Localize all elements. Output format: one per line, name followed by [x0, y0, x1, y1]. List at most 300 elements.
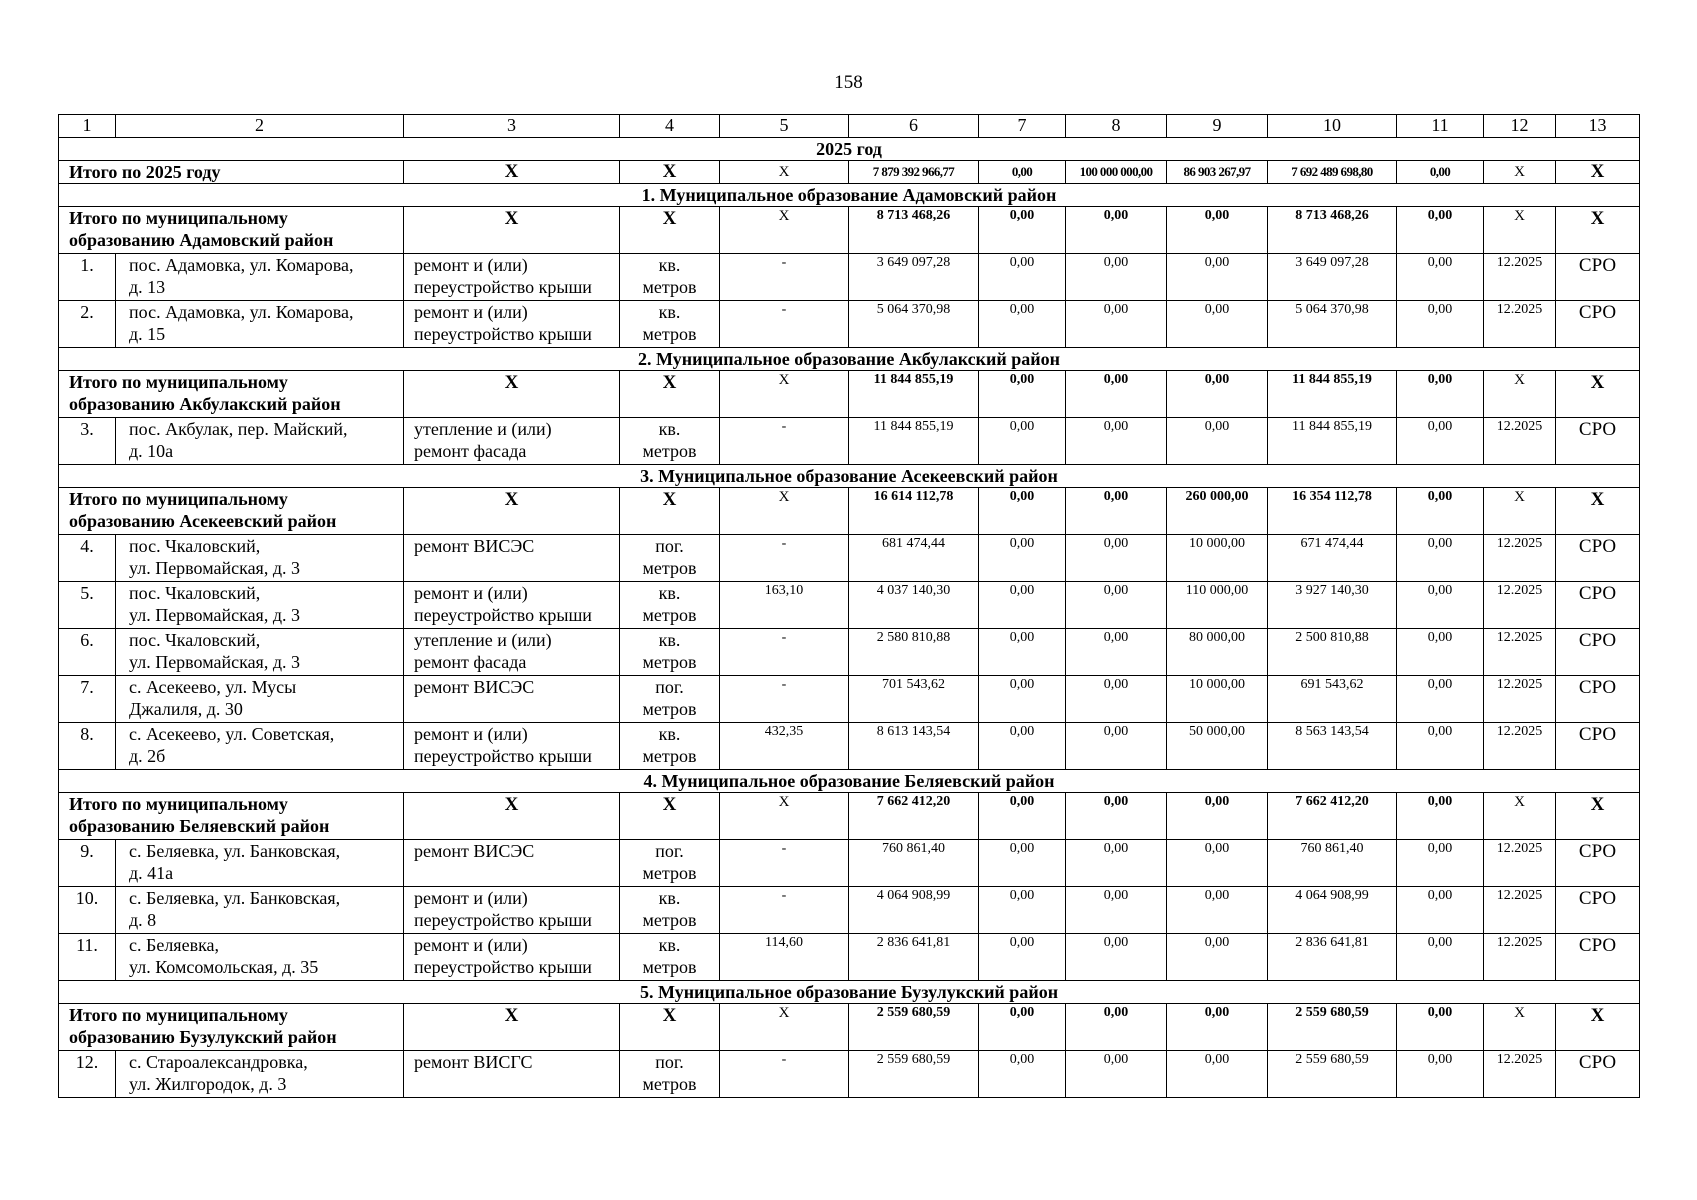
amount-cell: 2 836 641,81 [849, 934, 979, 981]
executor-cell: СРО [1556, 582, 1640, 629]
table-row [59, 1051, 1640, 1098]
amount-cell: 0,00 [1167, 1051, 1268, 1098]
work-type-line-2: переустройство крыши [414, 324, 592, 344]
amount-cell: 2 580 810,88 [849, 629, 979, 676]
total-x-cell: Х [404, 793, 620, 840]
executor-cell: СРО [1556, 629, 1640, 676]
unit-line-1: пог. [655, 677, 684, 697]
address-line-1: пос. Чкаловский, [129, 583, 261, 603]
amount-cell: 0,00 [1397, 301, 1484, 348]
total-amount-cell: 7 692 489 698,80 [1268, 161, 1397, 184]
section-total-label-line-2: образованию Адамовский район [69, 230, 334, 250]
amount-cell: 8 613 143,54 [849, 723, 979, 770]
row-number: 2. [59, 301, 116, 348]
row-number: 12. [59, 1051, 116, 1098]
unit-line-1: кв. [658, 419, 681, 439]
address-line-1: с. Асекеево, ул. Мусы [129, 677, 297, 697]
column-number: 13 [1556, 115, 1640, 138]
address-line-2: д. 15 [129, 324, 166, 344]
amount-cell: 0,00 [1066, 301, 1167, 348]
work-type-cell [404, 723, 620, 770]
total-amount-cell: 7 662 412,20 [849, 793, 979, 840]
section-total-label [59, 488, 404, 535]
total-x-cell: Х [1556, 371, 1640, 418]
table-row [59, 582, 1640, 629]
amount-cell: 0,00 [1066, 840, 1167, 887]
total-amount-cell: 0,00 [1397, 1004, 1484, 1051]
table-row [59, 934, 1640, 981]
amount-cell: 11 844 855,19 [1268, 418, 1397, 465]
address-line-1: пос. Чкаловский, [129, 536, 261, 556]
amount-cell: 0,00 [979, 1051, 1066, 1098]
unit-line-2: метров [642, 863, 697, 883]
amount-cell: 0,00 [1066, 934, 1167, 981]
work-type-line-1: ремонт ВИСГС [414, 1052, 533, 1072]
work-type-cell [404, 301, 620, 348]
address-cell [116, 723, 404, 770]
row-number: 11. [59, 934, 116, 981]
amount-cell: 0,00 [1397, 887, 1484, 934]
total-amount-cell: 0,00 [1167, 1004, 1268, 1051]
amount-cell: 0,00 [979, 301, 1066, 348]
unit-cell [620, 723, 720, 770]
section-total-label-line-2: образованию Беляевский район [69, 816, 330, 836]
work-type-line-2: ремонт фасада [414, 652, 527, 672]
amount-cell: 5 064 370,98 [1268, 301, 1397, 348]
unit-line-1: кв. [658, 583, 681, 603]
address-cell [116, 887, 404, 934]
section-title: 1. Муниципальное образование Адамовский район [59, 184, 1640, 207]
column-number: 11 [1397, 115, 1484, 138]
total-x-cell: Х [1484, 488, 1556, 535]
section-total-label-line-1: Итого по муниципальному [69, 794, 288, 814]
section-total-label [59, 371, 404, 418]
row-number: 9. [59, 840, 116, 887]
executor-cell: СРО [1556, 254, 1640, 301]
address-cell [116, 629, 404, 676]
amount-cell: 0,00 [1397, 629, 1484, 676]
deadline-cell: 12.2025 [1484, 934, 1556, 981]
deadline-cell: 12.2025 [1484, 887, 1556, 934]
work-type-cell [404, 934, 620, 981]
total-amount-cell: 2 559 680,59 [1268, 1004, 1397, 1051]
unit-line-1: кв. [658, 724, 681, 744]
address-cell [116, 676, 404, 723]
amount-cell: 0,00 [1066, 582, 1167, 629]
address-line-2: д. 41а [129, 863, 174, 883]
total-amount-cell: 16 614 112,78 [849, 488, 979, 535]
unit-cell [620, 840, 720, 887]
total-amount-cell: 0,00 [979, 161, 1066, 184]
amount-cell: 681 474,44 [849, 535, 979, 582]
amount-cell: 2 836 641,81 [1268, 934, 1397, 981]
amount-cell: 0,00 [1167, 254, 1268, 301]
work-type-cell [404, 1051, 620, 1098]
volume-cell: - [720, 676, 849, 723]
total-x-cell: Х [720, 161, 849, 184]
total-amount-cell: 0,00 [1397, 371, 1484, 418]
address-line-2: д. 2б [129, 746, 166, 766]
amount-cell: 3 649 097,28 [849, 254, 979, 301]
address-line-1: пос. Адамовка, ул. Комарова, [129, 302, 354, 322]
address-line-2: Джалиля, д. 30 [129, 699, 243, 719]
amount-cell: 5 064 370,98 [849, 301, 979, 348]
executor-cell: СРО [1556, 1051, 1640, 1098]
amount-cell: 760 861,40 [849, 840, 979, 887]
column-number: 3 [404, 115, 620, 138]
deadline-cell: 12.2025 [1484, 254, 1556, 301]
total-amount-cell: 16 354 112,78 [1268, 488, 1397, 535]
work-type-line-2: переустройство крыши [414, 910, 592, 930]
amount-cell: 701 543,62 [849, 676, 979, 723]
total-x-cell: Х [1556, 207, 1640, 254]
address-line-1: с. Беляевка, [129, 935, 220, 955]
total-x-cell: Х [720, 371, 849, 418]
unit-cell [620, 418, 720, 465]
total-x-cell: Х [404, 1004, 620, 1051]
amount-cell: 4 064 908,99 [849, 887, 979, 934]
work-type-line-1: ремонт и (или) [414, 935, 528, 955]
total-x-cell: Х [720, 1004, 849, 1051]
amount-cell: 0,00 [979, 676, 1066, 723]
total-amount-cell: 11 844 855,19 [849, 371, 979, 418]
address-cell [116, 840, 404, 887]
total-x-cell: Х [404, 207, 620, 254]
work-type-line-2: переустройство крыши [414, 957, 592, 977]
amount-cell: 11 844 855,19 [849, 418, 979, 465]
section-title: 2. Муниципальное образование Акбулакский район [59, 348, 1640, 371]
year-heading-row [59, 138, 1640, 161]
section-total-label [59, 207, 404, 254]
total-amount-cell: 7 662 412,20 [1268, 793, 1397, 840]
year-total-row [59, 161, 1640, 184]
amount-cell: 2 500 810,88 [1268, 629, 1397, 676]
section-total-label-line-2: образованию Бузулукский район [69, 1027, 337, 1047]
unit-line-2: метров [642, 699, 697, 719]
table-row [59, 887, 1640, 934]
amount-cell: 0,00 [979, 254, 1066, 301]
total-x-cell: Х [1484, 161, 1556, 184]
unit-line-1: кв. [658, 888, 681, 908]
year-heading: 2025 год [59, 138, 1640, 161]
volume-cell: 114,60 [720, 934, 849, 981]
amount-cell: 3 649 097,28 [1268, 254, 1397, 301]
column-number: 12 [1484, 115, 1556, 138]
executor-cell: СРО [1556, 934, 1640, 981]
amount-cell: 0,00 [1167, 840, 1268, 887]
volume-cell: - [720, 418, 849, 465]
unit-line-1: кв. [658, 935, 681, 955]
work-type-line-2: ремонт фасада [414, 441, 527, 461]
section-total-row [59, 371, 1640, 418]
amount-cell: 50 000,00 [1167, 723, 1268, 770]
amount-cell: 0,00 [1066, 254, 1167, 301]
unit-line-2: метров [642, 957, 697, 977]
volume-cell: 432,35 [720, 723, 849, 770]
work-type-line-1: ремонт и (или) [414, 583, 528, 603]
address-cell [116, 418, 404, 465]
unit-cell [620, 535, 720, 582]
amount-cell: 0,00 [979, 723, 1066, 770]
column-number: 2 [116, 115, 404, 138]
work-type-line-1: ремонт ВИСЭС [414, 841, 535, 861]
unit-line-2: метров [642, 441, 697, 461]
address-line-2: ул. Первомайская, д. 3 [129, 605, 300, 625]
column-number: 9 [1167, 115, 1268, 138]
amount-cell: 0,00 [1397, 840, 1484, 887]
deadline-cell: 12.2025 [1484, 723, 1556, 770]
amount-cell: 0,00 [1167, 301, 1268, 348]
column-number-row [59, 115, 1640, 138]
total-x-cell: Х [720, 793, 849, 840]
table-row [59, 840, 1640, 887]
amount-cell: 2 559 680,59 [1268, 1051, 1397, 1098]
table-body [59, 115, 1640, 1098]
unit-line-2: метров [642, 605, 697, 625]
total-x-cell: Х [1484, 793, 1556, 840]
total-x-cell: Х [1484, 371, 1556, 418]
volume-cell: - [720, 887, 849, 934]
executor-cell: СРО [1556, 301, 1640, 348]
work-type-line-1: утепление и (или) [414, 630, 552, 650]
address-line-1: с. Беляевка, ул. Банковская, [129, 841, 341, 861]
address-line-2: д. 13 [129, 277, 166, 297]
total-amount-cell: 0,00 [1397, 161, 1484, 184]
column-number: 1 [59, 115, 116, 138]
address-line-1: пос. Адамовка, ул. Комарова, [129, 255, 354, 275]
amount-cell: 10 000,00 [1167, 676, 1268, 723]
total-amount-cell: 2 559 680,59 [849, 1004, 979, 1051]
total-amount-cell: 0,00 [1167, 371, 1268, 418]
section-total-row [59, 793, 1640, 840]
address-line-1: с. Асекеево, ул. Советская, [129, 724, 335, 744]
amount-cell: 0,00 [1167, 887, 1268, 934]
amount-cell: 671 474,44 [1268, 535, 1397, 582]
address-line-2: ул. Жилгородок, д. 3 [129, 1074, 287, 1094]
table-row [59, 629, 1640, 676]
column-number: 5 [720, 115, 849, 138]
total-x-cell: Х [404, 161, 620, 184]
work-type-cell [404, 535, 620, 582]
address-cell [116, 1051, 404, 1098]
section-total-row [59, 1004, 1640, 1051]
year-total-label: Итого по 2025 году [59, 161, 404, 184]
section-total-label [59, 793, 404, 840]
amount-cell: 0,00 [1397, 723, 1484, 770]
section-total-label-line-1: Итого по муниципальному [69, 1005, 288, 1025]
amount-cell: 0,00 [979, 418, 1066, 465]
total-amount-cell: 0,00 [1066, 1004, 1167, 1051]
address-line-1: пос. Чкаловский, [129, 630, 261, 650]
page-number: 158 [834, 72, 863, 93]
unit-cell [620, 254, 720, 301]
unit-line-2: метров [642, 1074, 697, 1094]
total-x-cell: Х [1556, 793, 1640, 840]
section-heading-row [59, 981, 1640, 1004]
address-line-2: ул. Первомайская, д. 3 [129, 558, 300, 578]
table-row [59, 723, 1640, 770]
work-type-line-2: переустройство крыши [414, 746, 592, 766]
total-x-cell: Х [720, 488, 849, 535]
row-number: 10. [59, 887, 116, 934]
total-amount-cell: 8 713 468,26 [1268, 207, 1397, 254]
total-amount-cell: 86 903 267,97 [1167, 161, 1268, 184]
deadline-cell: 12.2025 [1484, 301, 1556, 348]
row-number: 5. [59, 582, 116, 629]
section-total-label-line-2: образованию Асекеевский район [69, 511, 337, 531]
amount-cell: 691 543,62 [1268, 676, 1397, 723]
work-type-cell [404, 629, 620, 676]
total-x-cell: Х [1484, 207, 1556, 254]
amount-cell: 0,00 [979, 629, 1066, 676]
amount-cell: 110 000,00 [1167, 582, 1268, 629]
amount-cell: 0,00 [1066, 535, 1167, 582]
total-amount-cell: 11 844 855,19 [1268, 371, 1397, 418]
deadline-cell: 12.2025 [1484, 676, 1556, 723]
volume-cell: - [720, 535, 849, 582]
executor-cell: СРО [1556, 840, 1640, 887]
amount-cell: 0,00 [979, 535, 1066, 582]
work-type-cell [404, 676, 620, 723]
volume-cell: - [720, 301, 849, 348]
amount-cell: 0,00 [1397, 254, 1484, 301]
table-row [59, 676, 1640, 723]
section-heading-row [59, 465, 1640, 488]
unit-line-2: метров [642, 652, 697, 672]
row-number: 8. [59, 723, 116, 770]
address-cell [116, 934, 404, 981]
unit-cell [620, 582, 720, 629]
total-amount-cell: 0,00 [979, 207, 1066, 254]
deadline-cell: 12.2025 [1484, 535, 1556, 582]
address-cell [116, 582, 404, 629]
total-amount-cell: 0,00 [1397, 793, 1484, 840]
volume-cell: - [720, 1051, 849, 1098]
amount-cell: 0,00 [1066, 1051, 1167, 1098]
volume-cell: - [720, 629, 849, 676]
total-amount-cell: 0,00 [979, 488, 1066, 535]
work-type-line-1: утепление и (или) [414, 419, 552, 439]
amount-cell: 3 927 140,30 [1268, 582, 1397, 629]
amount-cell: 0,00 [1397, 418, 1484, 465]
total-amount-cell: 260 000,00 [1167, 488, 1268, 535]
total-x-cell: Х [404, 488, 620, 535]
section-title: 4. Муниципальное образование Беляевский район [59, 770, 1640, 793]
row-number: 1. [59, 254, 116, 301]
row-number: 7. [59, 676, 116, 723]
unit-cell [620, 1051, 720, 1098]
amount-cell: 10 000,00 [1167, 535, 1268, 582]
unit-line-2: метров [642, 277, 697, 297]
total-amount-cell: 0,00 [1167, 207, 1268, 254]
row-number: 3. [59, 418, 116, 465]
row-number: 6. [59, 629, 116, 676]
address-line-2: ул. Комсомольская, д. 35 [129, 957, 319, 977]
section-heading-row [59, 348, 1640, 371]
amount-cell: 760 861,40 [1268, 840, 1397, 887]
amount-cell: 0,00 [1397, 676, 1484, 723]
total-amount-cell: 100 000 000,00 [1066, 161, 1167, 184]
total-x-cell: Х [620, 371, 720, 418]
address-line-2: д. 10а [129, 441, 174, 461]
total-x-cell: Х [620, 488, 720, 535]
total-x-cell: Х [620, 207, 720, 254]
total-amount-cell: 0,00 [1397, 207, 1484, 254]
section-total-label-line-1: Итого по муниципальному [69, 208, 288, 228]
amount-cell: 0,00 [979, 840, 1066, 887]
address-cell [116, 535, 404, 582]
amount-cell: 0,00 [979, 934, 1066, 981]
work-type-line-1: ремонт ВИСЭС [414, 677, 535, 697]
section-title: 3. Муниципальное образование Асекеевский район [59, 465, 1640, 488]
total-x-cell: Х [1556, 161, 1640, 184]
column-number: 10 [1268, 115, 1397, 138]
table-row [59, 301, 1640, 348]
amount-cell: 80 000,00 [1167, 629, 1268, 676]
unit-line-1: кв. [658, 630, 681, 650]
amount-cell: 0,00 [1066, 676, 1167, 723]
address-line-1: с. Староалександровка, [129, 1052, 308, 1072]
address-line-2: ул. Первомайская, д. 3 [129, 652, 300, 672]
deadline-cell: 12.2025 [1484, 629, 1556, 676]
amount-cell: 0,00 [1397, 535, 1484, 582]
column-number: 4 [620, 115, 720, 138]
total-amount-cell: 7 879 392 966,77 [849, 161, 979, 184]
work-type-line-2: переустройство крыши [414, 277, 592, 297]
unit-line-1: кв. [658, 255, 681, 275]
work-type-line-1: ремонт и (или) [414, 724, 528, 744]
unit-line-2: метров [642, 910, 697, 930]
total-amount-cell: 0,00 [1066, 371, 1167, 418]
executor-cell: СРО [1556, 723, 1640, 770]
total-x-cell: Х [1556, 488, 1640, 535]
unit-cell [620, 934, 720, 981]
section-heading-row [59, 184, 1640, 207]
column-number: 8 [1066, 115, 1167, 138]
address-line-2: д. 8 [129, 910, 157, 930]
amount-cell: 0,00 [1066, 887, 1167, 934]
executor-cell: СРО [1556, 676, 1640, 723]
total-amount-cell: 8 713 468,26 [849, 207, 979, 254]
unit-cell [620, 301, 720, 348]
total-amount-cell: 0,00 [1066, 488, 1167, 535]
work-type-cell [404, 887, 620, 934]
deadline-cell: 12.2025 [1484, 840, 1556, 887]
total-x-cell: Х [620, 1004, 720, 1051]
section-total-label-line-1: Итого по муниципальному [69, 372, 288, 392]
section-total-row [59, 488, 1640, 535]
capital-repair-table [58, 114, 1640, 1098]
total-amount-cell: 0,00 [979, 1004, 1066, 1051]
unit-line-2: метров [642, 324, 697, 344]
amount-cell: 2 559 680,59 [849, 1051, 979, 1098]
total-x-cell: Х [620, 793, 720, 840]
unit-line-1: пог. [655, 1052, 684, 1072]
address-cell [116, 301, 404, 348]
deadline-cell: 12.2025 [1484, 582, 1556, 629]
volume-cell: - [720, 840, 849, 887]
column-number: 7 [979, 115, 1066, 138]
unit-line-2: метров [642, 746, 697, 766]
amount-cell: 0,00 [1066, 723, 1167, 770]
section-heading-row [59, 770, 1640, 793]
amount-cell: 0,00 [1066, 629, 1167, 676]
section-title: 5. Муниципальное образование Бузулукский район [59, 981, 1640, 1004]
unit-line-1: кв. [658, 302, 681, 322]
executor-cell: СРО [1556, 418, 1640, 465]
unit-line-1: пог. [655, 536, 684, 556]
amount-cell: 0,00 [1397, 582, 1484, 629]
